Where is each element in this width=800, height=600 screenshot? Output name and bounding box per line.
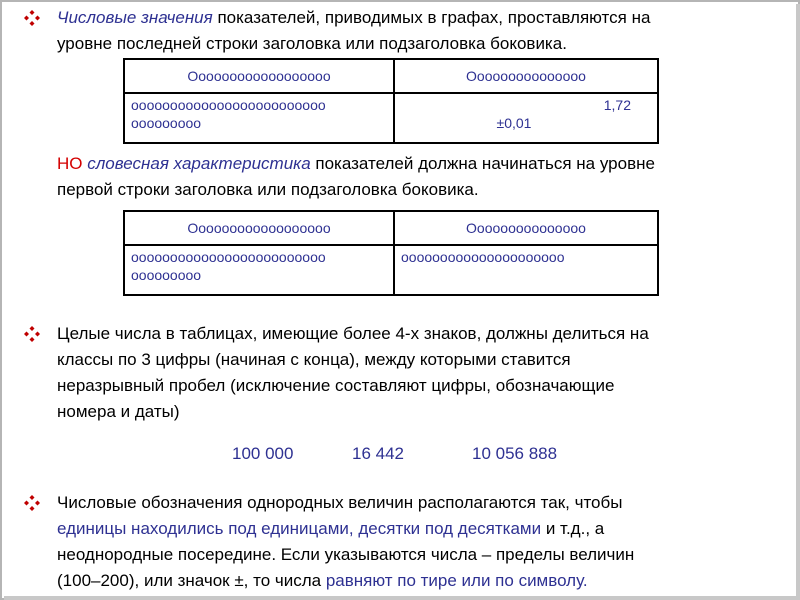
example-table-1 <box>123 58 659 144</box>
paragraph-text: классы по 3 цифры (начиная с конца), между которыми ставится <box>57 350 571 369</box>
cell-text: ооооооооо <box>131 267 202 283</box>
paragraph-integer-grouping <box>57 321 787 425</box>
value-text: 1,72 <box>603 97 631 113</box>
table-header-row <box>124 211 658 245</box>
paragraph-highlight: единицы находились под единицами, десятки под десятками <box>57 519 542 538</box>
paragraph-text: уровне последней строки заголовка или подзаголовка боковика. <box>57 34 567 53</box>
paragraph-lead: Числовые значения <box>57 8 213 27</box>
paragraph-alignment <box>57 490 787 594</box>
cell-text: ооооооооооооооооооооооооо <box>131 97 326 113</box>
paragraph-lead-no: НО <box>57 154 83 173</box>
paragraph-italic: словесная характеристика <box>82 154 311 173</box>
number-example: 100 000 <box>232 444 294 463</box>
paragraph-text: неоднородные посередине. Если указываются числа – пределы величин <box>57 545 635 564</box>
number-example: 10 056 888 <box>472 444 558 463</box>
table-header-cell: Оооооооооооооооооо <box>124 59 394 93</box>
paragraph-text: и т.д., а <box>541 519 605 538</box>
paragraph-highlight: равняют по тире или по символу. <box>325 571 588 590</box>
tolerance-text: ±0,01 <box>496 115 532 131</box>
table-cell-numeric <box>394 93 658 143</box>
slide-shadow-right <box>796 4 800 600</box>
table-row <box>124 245 658 295</box>
table-cell <box>124 245 394 295</box>
paragraph-text: неразрывный пробел (исключение составляют цифры, обозначающие <box>57 376 615 395</box>
cell-text: ооооооооооооооооооооо <box>401 249 565 265</box>
paragraph-text: Целые числа в таблицах, имеющие более 4-х знаков, должны делиться на <box>57 324 649 343</box>
table-cell <box>124 93 394 143</box>
example-table-2 <box>123 210 659 296</box>
number-example: 16 442 <box>352 444 404 463</box>
table-header-cell: Ооооооооооооооо <box>394 211 658 245</box>
paragraph-verbal-characteristic <box>57 151 787 203</box>
diamond-bullet-icon <box>24 326 40 342</box>
paragraph-text: показателей должна начинаться на уровне <box>310 154 655 173</box>
diamond-bullet-icon <box>24 495 40 511</box>
paragraph-text: номера и даты) <box>57 402 180 421</box>
table-row <box>124 93 658 143</box>
paragraph-text: показателей, приводимых в графах, проставляются на <box>212 8 651 27</box>
table-header-cell: Оооооооооооооооооо <box>124 211 394 245</box>
paragraph-numeric-values <box>57 5 787 57</box>
paragraph-text: первой строки заголовка или подзаголовка боковика. <box>57 180 479 199</box>
table-header-cell: Ооооооооооооооо <box>394 59 658 93</box>
paragraph-text: Числовые обозначения однородных величин располагаются так, чтобы <box>57 493 623 512</box>
table-header-row <box>124 59 658 93</box>
cell-text: ооооооооооооооооооооооооо <box>131 249 326 265</box>
table-cell <box>394 245 658 295</box>
diamond-bullet-icon <box>24 10 40 26</box>
slide-shadow-bottom <box>4 596 800 600</box>
paragraph-text: (100–200), или значок ±, то числа <box>57 571 326 590</box>
cell-text: ооооооооо <box>131 115 202 131</box>
